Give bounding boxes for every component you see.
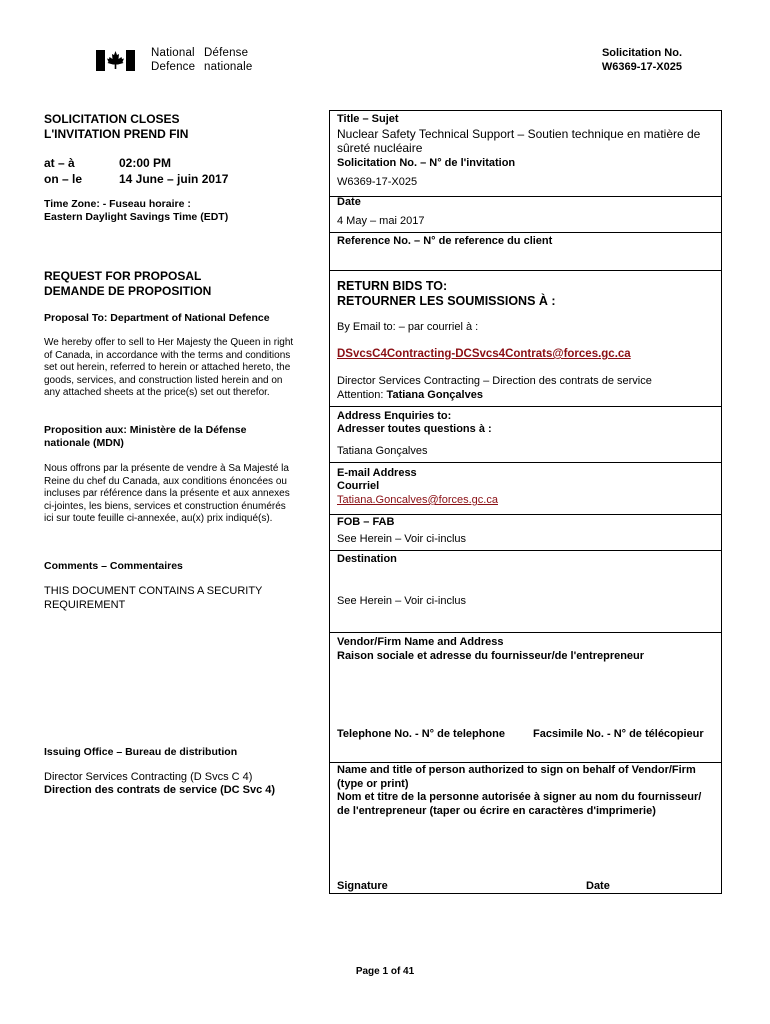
solicitation-no-label: Solicitation No. – N° de l'invitation [337,157,516,169]
destination-label: Destination [337,553,397,565]
date-value: 4 May – mai 2017 [337,215,425,227]
authorized-signer-label: Name and title of person authorized to sign on behalf of Vendor/Firm (type or print) Nom et titre de la personne autorisée à signer au nom du fournisseur/ de l'entrepreneur (taper ou écrire en caractères d'imprimerie) [337,764,702,817]
issuing-office-label: Issuing Office – Bureau de distribution [44,746,238,758]
signature-date-label: Date [586,880,610,892]
department-name-en: National Defence [151,47,196,73]
issuing-office: Director Services Contracting (D Svcs C 4) Direction des contrats de service (DC Svc 4) [44,771,276,796]
solicitation-closes-heading: SOLICITATION CLOSES L'INVITATION PREND FIN [44,112,189,141]
contact-email-link[interactable]: Tatiana.Goncalves@forces.gc.ca [337,494,498,506]
fob-value: See Herein – Voir ci-inclus [337,533,467,545]
solicitation-number-header: Solicitation No. W6369-17-X025 [601,47,682,73]
closing-values [119,155,228,187]
rfp-heading: REQUEST FOR PROPOSAL DEMANDE DE PROPOSITION [44,269,212,298]
enquiries-contact-name: Tatiana Gonçalves [337,445,428,457]
destination-value: See Herein – Voir ci-inclus [337,595,467,607]
title-field: Title – Sujet Nuclear Safety Technical Support – Soutien technique en matière de sûreté nucléaire [337,113,701,155]
facsimile-label: Facsimile No. - N° de télécopieur [533,728,704,740]
time-zone: Time Zone: - Fuseau horaire : Eastern Daylight Savings Time (EDT) [44,198,229,223]
page-number: Page 1 of 41 [355,966,415,977]
proposition-aux: Proposition aux: Ministère de la Défense nationale (MDN) [44,424,247,449]
signature-label: Signature [337,880,388,892]
proposal-to: Proposal To: Department of National Defence [44,312,270,324]
bid-email-link[interactable]: DSvcsC4Contracting-DCSvcs4Contrats@forces.gc.ca [337,348,631,360]
solicitation-no-value: W6369-17-X025 [337,176,418,188]
by-email-label: By Email to: – par courriel à : [337,321,479,333]
return-address: Director Services Contracting – Direction des contrats de service Attention: Tatiana Gonçalves [337,375,652,401]
closing-time: 02:00 PM [119,156,172,170]
vendor-name-address-label: Vendor/Firm Name and Address Raison sociale et adresse du fournisseur/de l'entrepreneur [337,636,645,662]
department-name-fr: Défense nationale [204,47,253,73]
offer-text-en: We hereby offer to sell to Her Majesty the Queen in right of Canada, in accordance with the terms and conditions set out herein, referred to herein or attached hereto, the goods, services, and construction listed herein and on any attached sheets at the price(s) set out therefor. [44,337,294,398]
closing-labels: at – à on – le [44,156,83,186]
comments-label: Comments – Commentaires [44,560,183,572]
telephone-label: Telephone No. - N° de telephone [337,728,505,740]
fob-label: FOB – FAB [337,516,395,528]
offer-text-fr: Nous offrons par la présente de vendre à Sa Majesté la Reine du chef du Canada, aux conditions énoncées ou incluses par référence dans la présente et aux annexes ci-jointes, les biens, services et construction énumérés ici sur toute feuille ci-annexée, au(x) prix indiqué(s). [44,463,290,524]
canada-flag-icon [96,50,135,71]
email-address-label: E-mail Address Courriel [337,467,417,492]
comments-text: THIS DOCUMENT CONTAINS A SECURITY REQUIREMENT [44,585,263,611]
address-enquiries-label: Address Enquiries to: Adresser toutes questions à : [337,410,492,435]
return-bids-heading: RETURN BIDS TO: RETOURNER LES SOUMISSIONS À : [337,279,556,308]
closing-date: 14 June – juin 2017 [119,172,229,186]
reference-no-label: Reference No. – N° de reference du client [337,235,553,247]
date-label: Date [337,196,361,208]
